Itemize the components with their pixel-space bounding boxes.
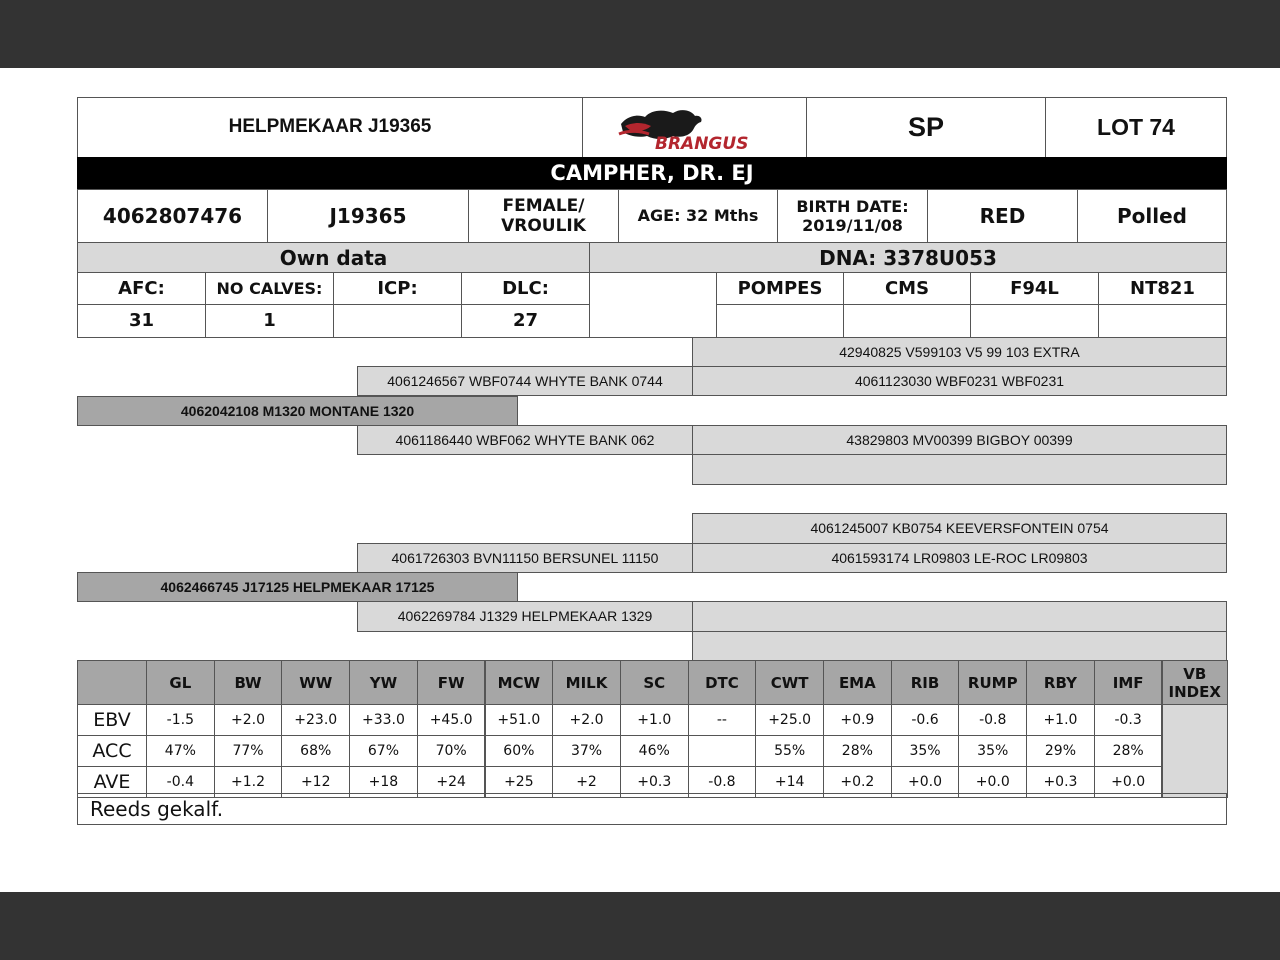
f94l-header: F94L [970,272,1099,305]
ebv-header-cwt: CWT [755,660,824,705]
ebv-row-label-ebv: EBV [77,704,147,736]
ebv-cell: +2.0 [214,704,283,736]
catalogue-page [0,68,1280,892]
ebv-cell: +18 [349,766,418,798]
sire-dam: 4061186440 WBF062 WHYTE BANK 062 [357,425,693,455]
ebv-cell: -0.8 [688,766,757,798]
sire-sire-dam: 4061123030 WBF0231 WBF0231 [692,366,1227,396]
ebv-cell: +33.0 [349,704,418,736]
ebv-header-rib: RIB [891,660,960,705]
ebv-cell: +12 [281,766,350,798]
ebv-header-milk: MILK [552,660,621,705]
icp-value [333,304,462,338]
ebv-cell: +45.0 [417,704,486,736]
ebv-row-label-acc: ACC [77,735,147,767]
ebv-cell: +14 [755,766,824,798]
icp-header: ICP: [333,272,462,305]
lot-number: LOT 74 [1045,97,1227,158]
dam-sire: 4061726303 BVN11150 BERSUNEL 11150 [357,543,693,573]
ebv-cell: +0.0 [958,766,1027,798]
sex-line-2: VROULIK [501,216,586,236]
remarks: Reeds gekalf. [77,793,1227,825]
ebv-cell: 55% [755,735,824,767]
ebv-cell: +24 [417,766,486,798]
nt821-header: NT821 [1098,272,1227,305]
sire-dam-dam [692,454,1227,485]
own-data-label: Own data [77,242,590,273]
dam-sire-dam: 4061593174 LR09803 LE-ROC LR09803 [692,543,1227,573]
ebv-header-gl: GL [146,660,215,705]
no-calves-header: NO CALVES: [205,272,334,305]
animal-name: HELPMEKAAR J19365 [77,97,583,158]
pompes-value [716,304,844,338]
f94l-value [970,304,1099,338]
ebv-header-yw: YW [349,660,418,705]
ebv-cell: +23.0 [281,704,350,736]
sex [468,189,619,243]
pompes-header: POMPES [716,272,844,305]
ebv-header-mcw: MCW [485,660,554,705]
vb-index-label-2: INDEX [1168,682,1221,701]
dlc-value: 27 [461,304,590,338]
ebv-header-sc: SC [620,660,689,705]
dam: 4062466745 J17125 HELPMEKAAR 17125 [77,572,518,602]
ebv-cell: +0.0 [1094,766,1163,798]
sire: 4062042108 M1320 MONTANE 1320 [77,396,518,426]
no-calves-value: 1 [205,304,334,338]
birth-date [777,189,928,243]
sire-dam-sire: 43829803 MV00399 BIGBOY 00399 [692,425,1227,455]
ebv-cell: +1.2 [214,766,283,798]
ebv-cell: -0.8 [958,704,1027,736]
ebv-row-label-ave: AVE [77,766,147,798]
ebv-corner [77,660,147,705]
top-bar [0,0,1280,68]
ebv-cell: +1.0 [620,704,689,736]
ebv-cell: 67% [349,735,418,767]
birth-date-label: BIRTH DATE: [796,196,909,216]
ebv-header-bw: BW [214,660,283,705]
dam-dam: 4062269784 J1329 HELPMEKAAR 1329 [357,601,693,632]
brangus-logo [582,97,807,158]
ebv-cell: 35% [891,735,960,767]
ebv-header-rby: RBY [1026,660,1095,705]
ebv-cell: +25 [485,766,554,798]
ebv-cell: +2 [552,766,621,798]
age: AGE: 32 Mths [618,189,778,243]
ebv-header-dtc: DTC [688,660,757,705]
ebv-cell: +0.2 [823,766,892,798]
dam-dam-dam [692,631,1227,661]
ebv-header-ww: WW [281,660,350,705]
cms-header: CMS [843,272,971,305]
afc-value: 31 [77,304,206,338]
sire-sire-sire: 42940825 V599103 V5 99 103 EXTRA [692,337,1227,367]
ebv-cell: 29% [1026,735,1095,767]
ebv-header-fw: FW [417,660,486,705]
ebv-cell: +0.0 [891,766,960,798]
ebv-cell: 70% [417,735,486,767]
colour: RED [927,189,1078,243]
ebv-cell: +25.0 [755,704,824,736]
birth-date-value: 2019/11/08 [802,216,903,235]
ebv-cell: +1.0 [1026,704,1095,736]
ebv-header-imf: IMF [1094,660,1163,705]
vb-index-label-1: VB [1183,664,1207,683]
ebv-cell: 60% [485,735,554,767]
ebv-header-ema: EMA [823,660,892,705]
ebv-cell: 68% [281,735,350,767]
ebv-cell: -0.4 [146,766,215,798]
sex-line-1: FEMALE/ [502,195,585,216]
ebv-cell: -1.5 [146,704,215,736]
bull-logo-icon [615,104,775,152]
breeder-name: CAMPHER, DR. EJ [77,157,1227,190]
bottom-bar [0,892,1280,960]
ebv-cell: +0.9 [823,704,892,736]
horn-status: Polled [1077,189,1227,243]
ebv-header-rump: RUMP [958,660,1027,705]
afc-header: AFC: [77,272,206,305]
animal-id: J19365 [267,189,469,243]
ebv-cell: 37% [552,735,621,767]
ebv-cell: -0.6 [891,704,960,736]
ebv-cell: -- [688,704,757,736]
ebv-cell: 28% [1094,735,1163,767]
dam-sire-sire: 4061245007 KB0754 KEEVERSFONTEIN 0754 [692,513,1227,544]
ebv-cell: 77% [214,735,283,767]
cms-value [843,304,971,338]
registration-number: 4062807476 [77,189,268,243]
ebv-cell: 46% [620,735,689,767]
ebv-cell: +2.0 [552,704,621,736]
dam-dam-sire [692,601,1227,632]
sire-sire: 4061246567 WBF0744 WHYTE BANK 0744 [357,366,693,396]
logo-text: BRANGUS [654,133,748,152]
ebv-cell [688,735,757,767]
vb-index-value [1162,704,1229,798]
ebv-cell: 47% [146,735,215,767]
dna-blank [589,272,717,338]
dlc-header: DLC: [461,272,590,305]
grade: SP [806,97,1046,158]
ebv-cell: +51.0 [485,704,554,736]
dna-label: DNA: 3378U053 [589,242,1227,273]
ebv-cell: 28% [823,735,892,767]
nt821-value [1098,304,1227,338]
ebv-cell: 35% [958,735,1027,767]
ebv-cell: +0.3 [620,766,689,798]
ebv-cell: +0.3 [1026,766,1095,798]
ebv-cell: -0.3 [1094,704,1163,736]
vb-index-header [1162,660,1229,705]
